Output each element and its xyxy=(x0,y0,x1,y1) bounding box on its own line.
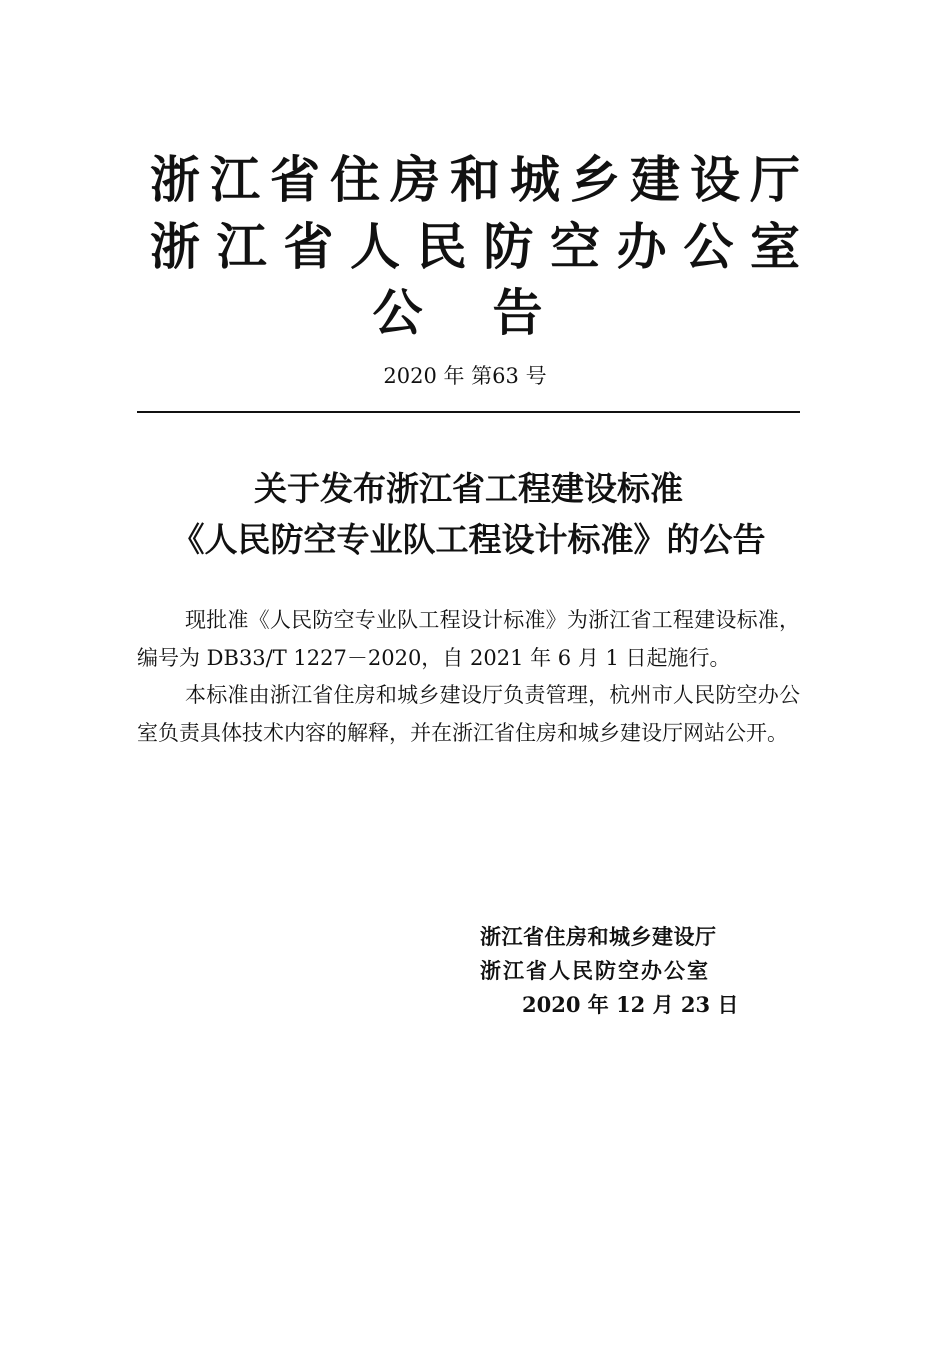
signature-org-housing-dept: 浙江省住房和城乡建设厅 xyxy=(480,925,717,949)
body-paragraph: 本标准由浙江省住房和城乡建设厅负责管理，杭州市人民防空办公室负责具体技术内容的解释，并在浙江省住房和城乡建设厅网站公开。 xyxy=(137,683,800,745)
signature-org-civil-defense-office: 浙江省人民防空办公室 xyxy=(480,959,710,983)
document-number: 2020 年 第63 号 xyxy=(383,364,547,388)
notice-heading: 公告 xyxy=(372,283,613,342)
announcement-body xyxy=(137,602,800,752)
subject-title-line-1: 关于发布浙江省工程建设标准 xyxy=(254,469,683,508)
issuer-line-housing-dept: 浙江省住房和城乡建设厅 xyxy=(150,150,800,209)
issuer-line-civil-defense-office: 浙江省人民防空办公室 xyxy=(150,217,800,276)
signature-date: 2020 年 12 月 23 日 xyxy=(522,992,739,1017)
signature-block xyxy=(480,920,770,1022)
subject-title-line-2: 《人民防空专业队工程设计标准》的公告 xyxy=(171,520,766,559)
body-paragraph: 现批准《人民防空专业队工程设计标准》为浙江省工程建设标准，编号为 DB33/T 1227－2020，自 2021 年 6 月 1 日起施行。 xyxy=(137,608,800,670)
header-divider xyxy=(137,411,800,413)
